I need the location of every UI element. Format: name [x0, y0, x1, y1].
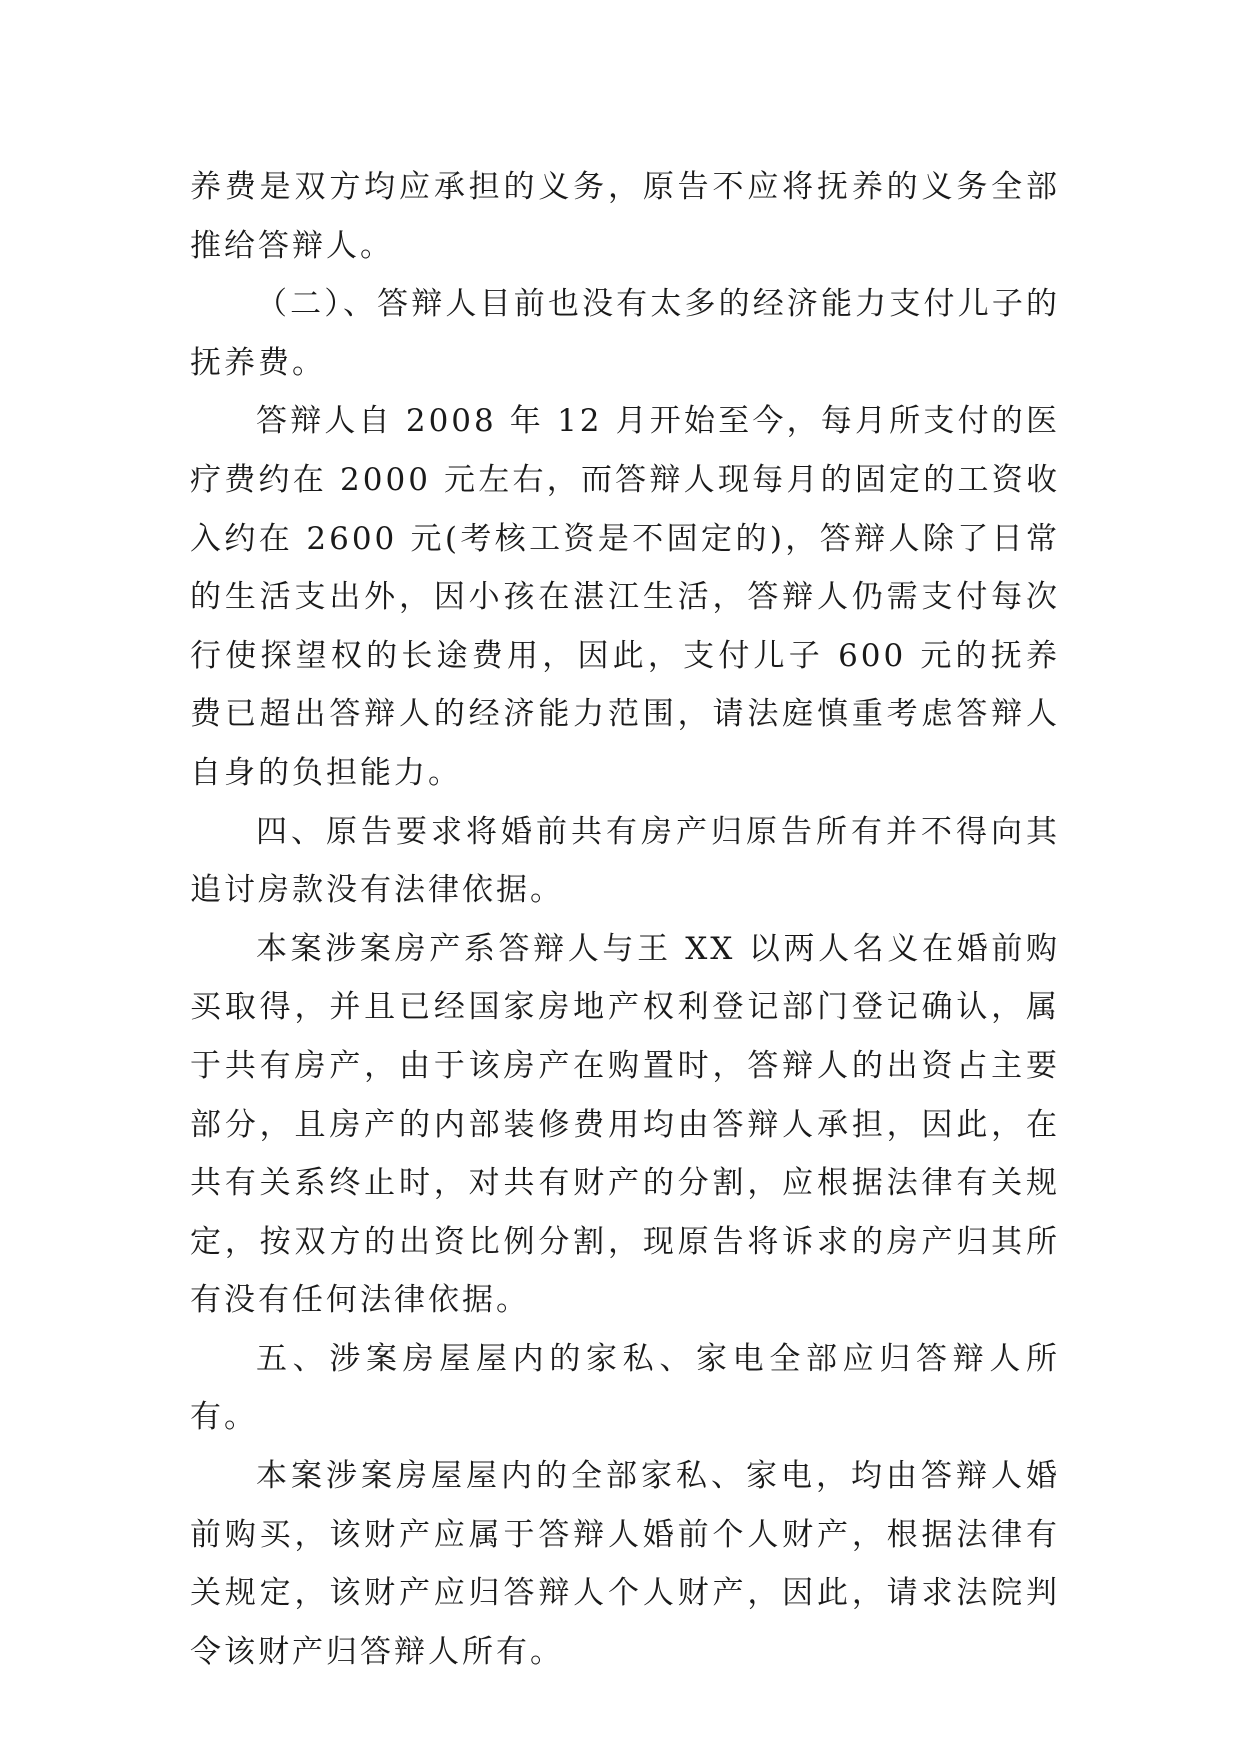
paragraph-furniture: 本案涉案房屋屋内的全部家私、家电，均由答辩人婚前购买，该财产应属于答辩人婚前个人财产，根据法律有关规定，该财产应归答辩人个人财产，因此，请求法院判令该财产归答辩人所有。: [190, 1458, 1060, 1670]
paragraph-property: 本案涉案房产系答辩人与王 XX 以两人名义在婚前购买取得，并且已经国家房地产权利登记部门登记确认，属于共有房产，由于该房产在购置时，答辩人的出资占主要部分，且房产的内部装修费用均由答辩人承担，因此，在共有关系终止时，对共有财产的分割，应根据法律有关规定，按双方的出资比例分割，现原告将诉求的房产归其所有没有任何法律依据。: [190, 930, 1060, 1319]
document-body: [190, 158, 1060, 1681]
paragraph-section-5-heading: 五、涉案房屋屋内的家私、家电全部应归答辩人所有。: [190, 1340, 1060, 1436]
paragraph-continuation: 养费是双方均应承担的义务，原告不应将抚养的义务全部推给答辩人。: [190, 169, 1060, 264]
paragraph-section-4-heading: 四、原告要求将婚前共有房产归原告所有并不得向其追讨房款没有法律依据。: [190, 813, 1060, 909]
paragraph-expenses: 答辩人自 2008 年 12 月开始至今，每月所支付的医疗费约在 2000 元左右，而答辩人现每月的固定的工资收入约在 2600 元(考核工资是不固定的)，答辩人除了日常的生活支出外，因小孩在湛江生活，答辩人仍需支付每次行使探望权的长途费用，因此，支付儿子 600 元的抚养费已超出答辩人的经济能力范围，请法庭慎重考虑答辩人自身的负担能力。: [190, 403, 1060, 791]
paragraph-section-2-heading: （二）、答辩人目前也没有太多的经济能力支付儿子的抚养费。: [190, 286, 1060, 381]
